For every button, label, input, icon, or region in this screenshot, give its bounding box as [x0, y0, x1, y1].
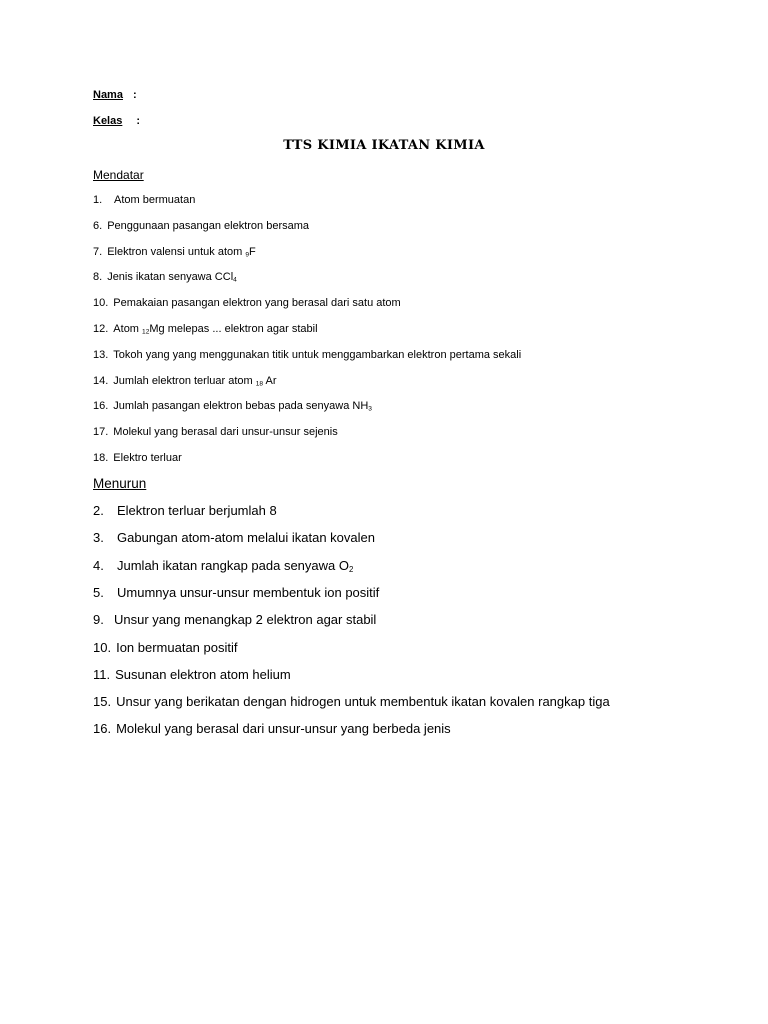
item-number: 4. — [93, 557, 104, 573]
item-text: Jumlah pasangan elektron bebas pada senyawa $NH_3$ — [113, 400, 372, 414]
item-text: Ion bermuatan positif — [116, 639, 238, 655]
list-item — [93, 426, 338, 438]
item-subscript: 3 — [368, 406, 372, 414]
item-number: 8. — [93, 271, 103, 284]
class-colon: : — [136, 115, 141, 127]
class-field — [93, 115, 140, 127]
item-subscript: 2 — [348, 564, 354, 574]
list-item — [93, 667, 291, 682]
list-item — [93, 612, 376, 627]
item-text: Elektron terluar berjumlah 8 — [117, 503, 277, 518]
list-item — [93, 503, 277, 518]
list-item — [93, 640, 237, 655]
list-item — [93, 349, 521, 361]
list-item — [93, 323, 318, 335]
item-text: Molekul yang berasal dari unsur-unsur sejenis — [113, 426, 338, 439]
item-number: 16. — [93, 400, 109, 413]
item-number: 3. — [93, 530, 104, 546]
item-text: Elektro terluar — [113, 452, 182, 464]
item-number: 16. — [93, 721, 112, 737]
list-item — [93, 558, 353, 573]
item-text: Elektron valensi untuk atom $_9$F — [107, 245, 256, 259]
list-item — [93, 220, 309, 232]
item-subscript: 9 — [245, 251, 250, 259]
item-text: Jenis ikatan senyawa CCl$_4$ — [107, 271, 237, 285]
item-number: 18. — [93, 452, 109, 464]
name-field — [93, 89, 137, 101]
item-text: Jumlah elektron terluar atom $_{18}$ Ar — [113, 374, 277, 388]
item-text: Atom $_{12}$Mg melepas ... elektron agar stabil — [113, 323, 318, 336]
list-item — [93, 400, 372, 412]
list-item — [93, 375, 277, 387]
menurun-heading: Menurun — [93, 476, 147, 491]
item-number: 15. — [93, 694, 112, 710]
list-item — [93, 530, 375, 545]
page-title: TTS KIMIA IKATAN KIMIA — [283, 138, 485, 153]
item-number: 14. — [93, 374, 109, 387]
item-text: Jumlah ikatan rangkap pada senyawa $O_2$ — [117, 557, 354, 574]
item-text: Gabungan atom-atom melalui ikatan kovalen — [117, 530, 375, 546]
item-number: 11. — [93, 666, 111, 682]
item-number: 1. — [93, 194, 103, 206]
item-text: Umumnya unsur-unsur membentuk ion positif — [117, 584, 380, 600]
item-text: Susunan elektron atom helium — [115, 666, 291, 682]
item-number: 7. — [93, 245, 103, 258]
list-item — [93, 297, 401, 309]
class-label: Kelas — [93, 115, 123, 127]
item-number: 13. — [93, 348, 109, 361]
name-colon: : — [132, 89, 137, 101]
list-item — [93, 452, 182, 464]
item-text: Penggunaan pasangan elektron bersama — [107, 219, 310, 232]
list-item — [93, 694, 610, 709]
item-subscript: 4 — [233, 277, 237, 285]
list-item — [93, 721, 451, 736]
item-number: 10. — [93, 639, 112, 655]
item-text: Tokoh yang yang menggunakan titik untuk menggambarkan elektron pertama sekali — [113, 348, 522, 361]
item-number: 17. — [93, 426, 109, 439]
item-text: Atom bermuatan — [114, 194, 196, 206]
list-item — [93, 246, 256, 258]
item-subscript: 18 — [255, 380, 264, 388]
item-text: Unsur yang berikatan dengan hidrogen untuk membentuk ikatan kovalen rangkap tiga — [116, 694, 610, 710]
item-text: Pemakaian pasangan elektron yang berasal dari satu atom — [113, 297, 401, 310]
item-number: 12. — [93, 323, 109, 335]
name-label: Nama — [93, 89, 123, 101]
list-item — [93, 194, 195, 206]
item-number: 6. — [93, 219, 103, 232]
item-number: 9. — [93, 612, 104, 628]
list-item — [93, 271, 237, 283]
item-text: Molekul yang berasal dari unsur-unsur yang berbeda jenis — [116, 721, 451, 737]
item-number: 2. — [93, 503, 104, 518]
item-text: Unsur yang menangkap 2 elektron agar stabil — [114, 612, 377, 628]
item-subscript: 12 — [142, 328, 150, 336]
mendatar-heading: Mendatar — [93, 168, 144, 182]
list-item — [93, 585, 379, 600]
item-number: 5. — [93, 584, 104, 600]
item-number: 10. — [93, 297, 109, 310]
